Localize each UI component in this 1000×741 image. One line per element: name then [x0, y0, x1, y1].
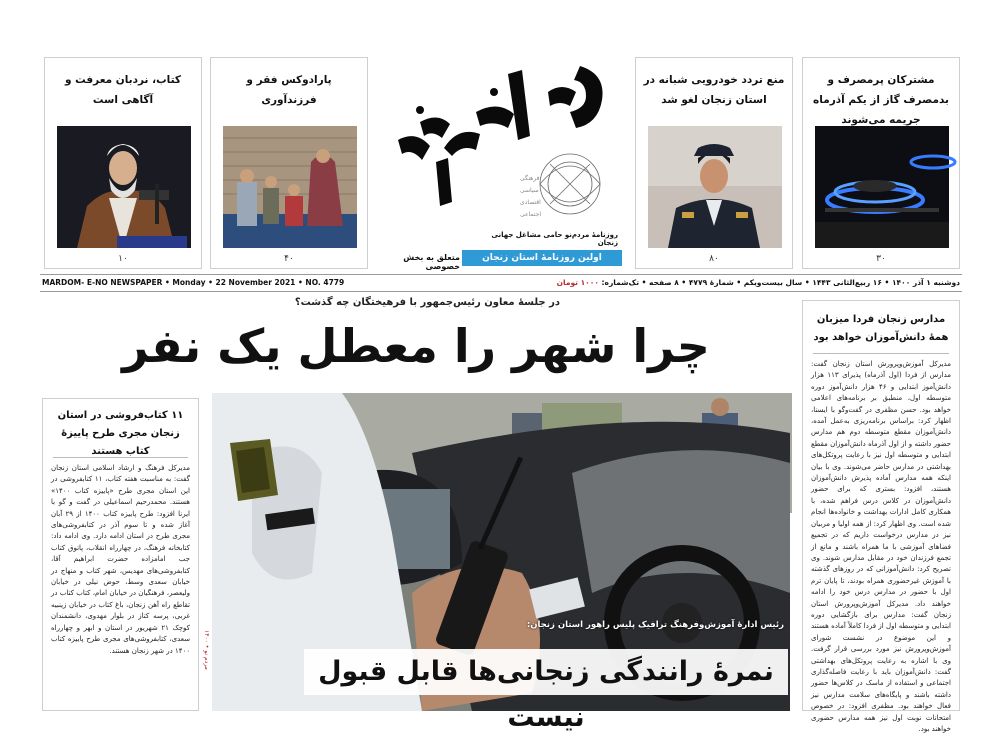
right-news-column[interactable] — [802, 300, 960, 733]
teaser-traffic[interactable] — [635, 57, 793, 269]
photo-caption: رئیس ادارۀ آموزش‌وفرهنگ ترافیک پلیس راهور استان زنجان: — [526, 620, 784, 630]
column-title: مدارس زنجان فردا میزبان همۀ دانش‌آموزان خواهد بود — [813, 314, 949, 343]
teaser-books[interactable] — [44, 57, 202, 269]
teaser-title: کتاب، نردبان معرفت و آگاهی است — [64, 74, 182, 106]
masthead-slogan: اولین روزنامۀ استان زنجان — [462, 250, 622, 266]
teaser-poverty[interactable] — [210, 57, 368, 269]
page-number: ۳۰ — [876, 254, 886, 264]
gas-burner-photo — [815, 126, 949, 248]
page-number: ۴۰ — [284, 254, 294, 264]
column-body: مدیرکل آموزش‌وپرورش استان زنجان گفت: مدارس از فردا (اول آذرماه) پذیرای ۱۱۳ هزار دانش‌آموز ابتدایی و ۴۶ هزار دانش‌آموز دوره متوسطه اول، منطبق بر برنامه‌های اعلامی خواهد بود. حسن مظفری در گفت‌وگو با ایسنا، اظهار کرد: براساس برنامه‌ریزی به‌عمل آمده، دانش‌آموزان مقطع متوسطه دوم هم مدارس حضور داشته و از اول آذرماه دانش‌آموزان مقطع ابتدایی و متوسطه اول نیز با رعایت پروتکل‌های بهداشتی در مدارس حاضر می‌شوند. وی با بیان اینکه همه مدارس آماده پذیرش دانش‌آموزان هستند، افزود: بستری که برای حضور دانش‌آموزان در کلاس درس فراهم شده، با همکاری کامل ادارات بهداشت و خانواده‌ها انجام شده است. وی اظهار کرد: از همه اولیا و مربیان نیز در مدارس درخواست داریم که در تجمیع فضاهای آموزشی با ما همراه باشند و مانع از تجمع فرزندان خود در مقابل مدارس شوند. وی تصریح کرد: دانش‌آموزانی که در روزهای گذشته با آموزش غیرحضوری همراه بودند، تا پایان ترم اول با حضور در مدارس درس خود را ادامه خواهند داد. مدیرکل آموزش‌وپرورش استان زنجان گفت: مدارس برای بازگشایی دوره ابتدایی و متوسطه اول از فردا کاملاً آماده هستند و این موضوع در نشست شورای آموزش‌وپرورش نیز مورد بررسی قرار گرفت. وی با اشاره به رعایت پروتکل‌های بهداشتی گفت: دانش‌آموزان باید با رعایت فاصله‌گذاری اجتماعی و استفاده از ماسک در کلاس‌ها حضور داشته باشند و پایگاه‌های سلامت مدارس نیز فعال خواهند بود. مظفری افزود: در خصوص امتحانات نوبت اول نیز همه مدارس حضوری خواهند بود. — [811, 360, 951, 733]
price-text: ۱۰۰۰ تومان — [556, 278, 599, 287]
column-title: ۱۱ کتاب‌فروشی در استان زنجان مجری طرح پاییزۀ کتاب هستند — [57, 410, 184, 457]
page-number: ۸۰ — [709, 254, 719, 264]
photo-credit: ۱۴۰۰ • مردم نو — [203, 630, 210, 670]
headline-kicker: در جلسۀ معاون رئیس‌جمهور با فرهیختگان چه گذشت؟ — [294, 297, 560, 308]
teaser-gas[interactable] — [802, 57, 960, 269]
main-story-photo[interactable] — [212, 393, 790, 733]
issue-info-latin: MARDOM- E-NO NEWSPAPER • Monday • 22 November 2021 • NO. 4779 — [42, 278, 345, 287]
issue-info-persian — [557, 278, 960, 287]
svg-text:فرهنگی: فرهنگی — [520, 175, 540, 182]
svg-text:اجتماعی: اجتماعی — [520, 211, 542, 218]
teaser-title: مشترکان پرمصرف و بدمصرف گاز از یکم آذرماه جریمه می‌شوند — [813, 74, 949, 126]
main-headline[interactable]: چرا شهر را معطل یک نفر — [122, 319, 710, 373]
column-body: مدیرکل فرهنگ و ارشاد اسلامی استان زنجان گفت: به مناسبت هفته کتاب، ۱۱ کتابفروشی در این استان مجری طرح «پاییزه کتاب ۱۴۰۰» هستند. محمدرحیم اسماعیلی در گفت و گو با ایرنا افزود: طرح پاییزه کتاب ۱۴۰۰ از ۲۹ آبان آغاز شده و تا سوم آذر در کتابفروشی‌های مجری طرح در استان ادامه دارد. وی ادامه داد: کتابخانه فرهنگ، در چهارراه انقلاب، پاتوق کتاب جب امامزاده حضرت ابراهیم آقا، کتابفروشی‌های مهدیس، شهر کتاب و منهاج در خیابان سعدی وسط، حوض نیلی در خیابان ولیعصر، فرهنگیان در خیابان امام، کتاب کتاب در تقاطع راه آهن زنجان، باغ کتاب در خیابان زینبیه غربی، پرسه کتاز در بلوار مهدوی، دانشمندان کوچک ۲۱ شهریور در استان و ابهر و چهارراه سعدی، کتابفروشی‌های مجری طرح پاییزه کتاب ۱۴۰۰ در شهر زنجان هستند. — [51, 464, 190, 655]
teaser-title: پارادوکس فقر و فرزندآوری — [246, 74, 332, 106]
photo-headline[interactable]: نمرۀ رانندگی زنجانی‌ها قابل قبول نیست — [304, 649, 788, 695]
divider — [40, 291, 962, 292]
issue-info-text: دوشنبه ۱ آذر ۱۴۰۰ • ۱۶ ربیع‌الثانی ۱۴۴۳ • سال بیست‌ویکم • شمارۀ ۴۷۷۹ • ۸ صفحه • تک‌شماره: — [601, 278, 960, 287]
svg-text:سیاسی: سیاسی — [520, 187, 539, 194]
masthead-subtitle: روزنامۀ مردم‌نو حامی مشاغل جهانی زنجان — [491, 231, 618, 247]
divider — [53, 457, 188, 458]
page-number: ۱۰ — [118, 254, 128, 264]
divider — [40, 274, 962, 275]
cleric-speaker-photo — [57, 126, 191, 248]
newspaper-logo — [380, 52, 620, 222]
left-news-column[interactable] — [42, 398, 199, 711]
police-officer-photo — [648, 126, 782, 248]
svg-text:اقتصادی: اقتصادی — [520, 199, 541, 206]
family-photo — [223, 126, 357, 248]
teaser-title: منع تردد خودرویی شبانه در استان زنجان لغو شد — [643, 74, 785, 106]
masthead-owner: متعلق به بخش خصوصی — [403, 253, 460, 271]
divider — [813, 353, 949, 354]
